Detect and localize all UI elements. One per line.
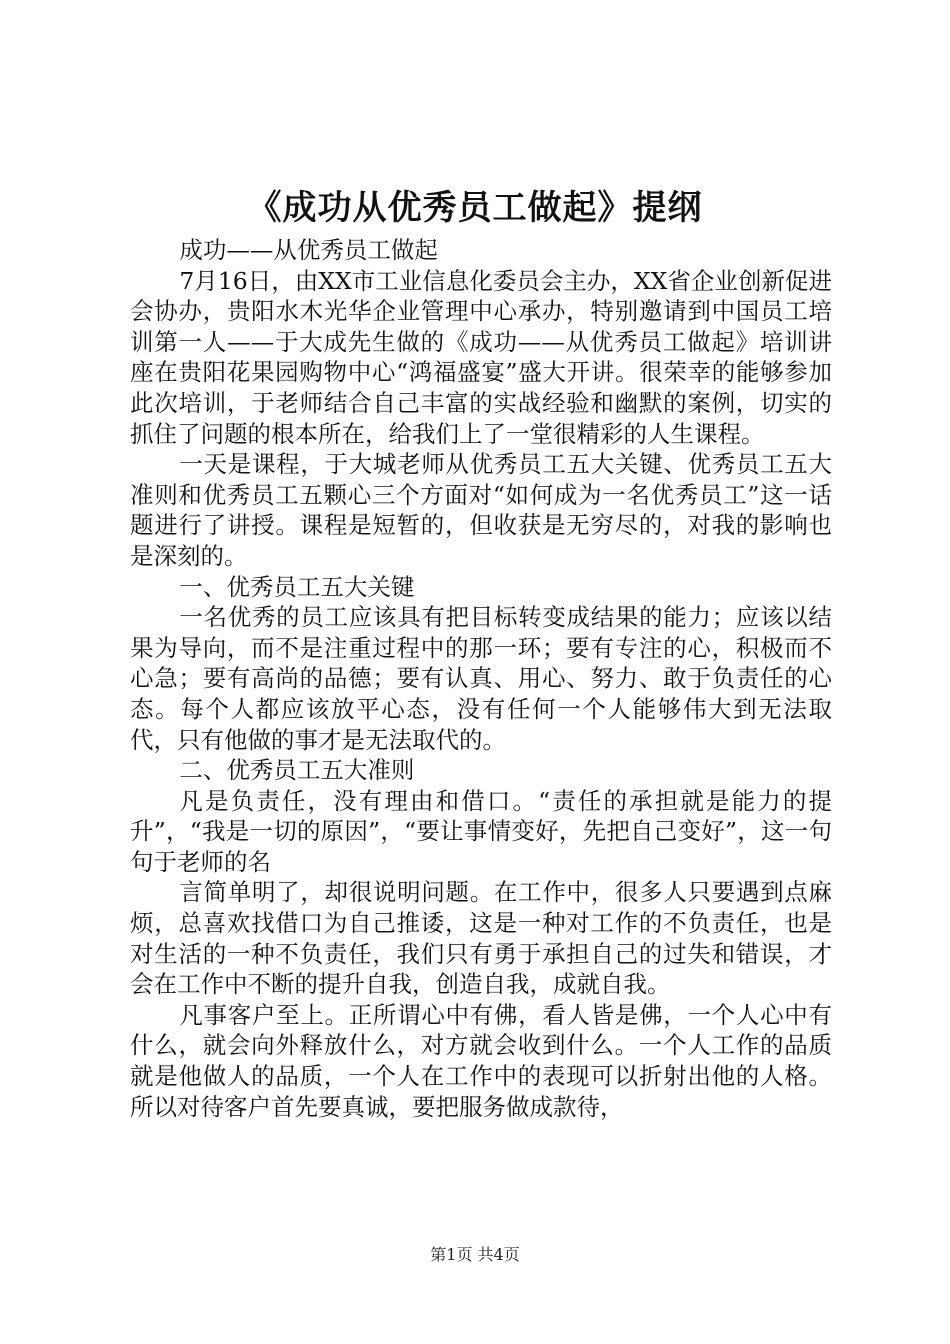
section-heading-rules: 二、优秀员工五大准则 [179, 756, 415, 785]
document-body [130, 235, 832, 1122]
document-title: 《成功从优秀员工做起》提纲 [247, 188, 703, 228]
paragraph-keys: 一名优秀的员工应该具有把目标转变成结果的能力；应该以结果为导向，而不是注重过程中的那一环；要有专注的心，积极而不心急；要有高尚的品德；要有认真、用心、努力、敢于负责任的心态。每个人都应该放平心态，没有任何一个人能够伟大到无法取代，只有他做的事才是无法取代的。 [130, 603, 832, 754]
paragraph-rule-customer: 凡事客户至上。正所谓心中有佛，看人皆是佛，一个人心中有什么，就会向外释放什么，对方就会收到什么。一个人工作的品质就是他做人的品质，一个人在工作中的表现可以折射出他的人格。所以对待客户首先要真诚，要把服务做成款待， [130, 1000, 832, 1121]
paragraph-rule-responsibility-cont: 言简单明了，却很说明问题。在工作中，很多人只要遇到点麻烦，总喜欢找借口为自己推诿，这是一种对工作的不负责任，也是对生活的一种不负责任，我们只有勇于承担自己的过失和错误，才会在工作中不断的提升自我，创造自我，成就自我。 [130, 878, 832, 999]
paragraph-intro: 7月16日，由XX市工业信息化委员会主办，XX省企业创新促进会协办，贵阳水木光华企业管理中心承办，特别邀请到中国员工培训第一人——于大成先生做的《成功——从优秀员工做起》培训讲座在贵阳花果园购物中心“鸿福盛宴”盛大开讲。很荣幸的能够参加此次培训，于老师结合自己丰富的实战经验和幽默的案例，切实的抓住了问题的根本所在，给我们上了一堂很精彩的人生课程。 [130, 266, 832, 448]
paragraph-subtitle: 成功——从优秀员工做起 [179, 236, 438, 264]
section-heading-keys: 一、优秀员工五大关键 [179, 572, 415, 601]
paragraph-rule-responsibility: 凡是负责任，没有理由和借口。“责任的承担就是能力的提升”，“我是一切的原因”，“要让事情变好，先把自己变好”，这一句句于老师的名 [130, 786, 832, 876]
paragraph-course-overview: 一天是课程，于大城老师从优秀员工五大关键、优秀员工五大准则和优秀员工五颗心三个方面对“如何成为一名优秀员工”这一话题进行了讲授。课程是短暂的，但收获是无穷尽的，对我的影响也是深刻的。 [130, 450, 832, 570]
page-footer: 第1页 共4页 [430, 1245, 520, 1264]
